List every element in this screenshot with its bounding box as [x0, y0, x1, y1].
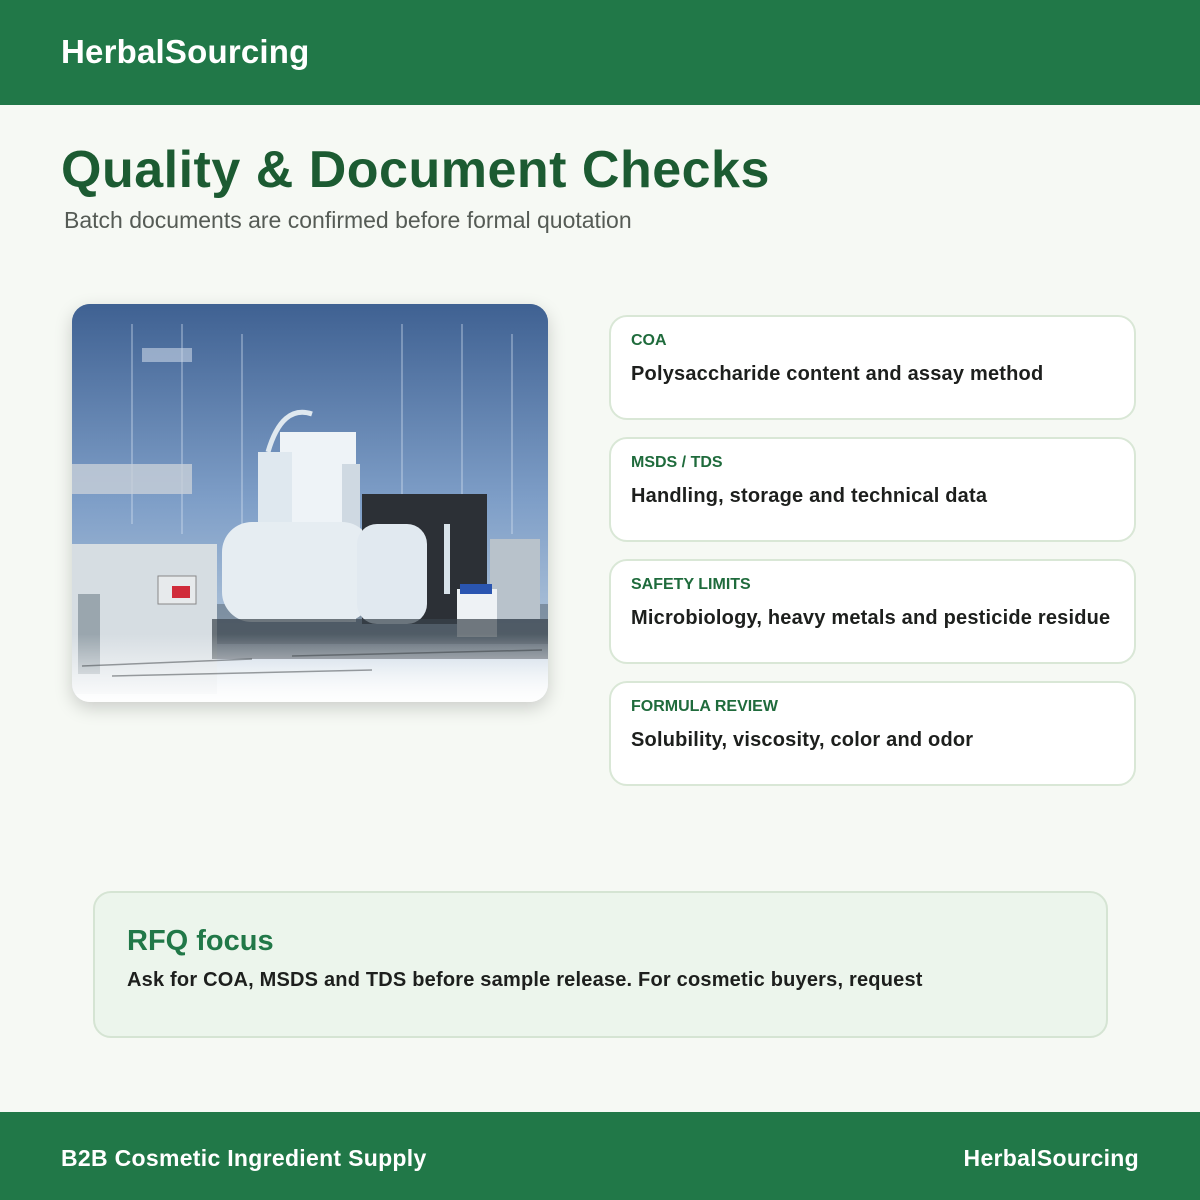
- check-label: COA: [631, 332, 667, 349]
- check-description: Handling, storage and technical data: [631, 485, 988, 507]
- footer-brand[interactable]: HerbalSourcing: [963, 1145, 1139, 1171]
- brand-logo-text[interactable]: HerbalSourcing: [61, 33, 310, 70]
- lab-equipment-photo: [72, 304, 548, 702]
- page-title: Quality & Document Checks: [61, 141, 770, 199]
- rfq-text: Ask for COA, MSDS and TDS before sample release. For cosmetic buyers, request: [127, 969, 923, 991]
- check-description: Microbiology, heavy metals and pesticide residue: [631, 607, 1111, 629]
- rfq-focus-panel: [93, 891, 1108, 1038]
- check-label: SAFETY LIMITS: [631, 576, 751, 593]
- footer-bar: [0, 1112, 1200, 1200]
- page-subtitle: Batch documents are confirmed before formal quotation: [64, 207, 632, 233]
- check-card-formula-review: [609, 681, 1136, 786]
- rfq-title: RFQ focus: [127, 925, 274, 957]
- top-bar: [0, 0, 1200, 105]
- check-card-coa: [609, 315, 1136, 420]
- check-description: Solubility, viscosity, color and odor: [631, 729, 974, 751]
- check-description: Polysaccharide content and assay method: [631, 363, 1044, 385]
- check-label: MSDS / TDS: [631, 454, 723, 471]
- check-card-safety-limits: [609, 559, 1136, 664]
- check-label: FORMULA REVIEW: [631, 698, 778, 715]
- check-card-msds-tds: [609, 437, 1136, 542]
- footer-tagline: B2B Cosmetic Ingredient Supply: [61, 1145, 427, 1171]
